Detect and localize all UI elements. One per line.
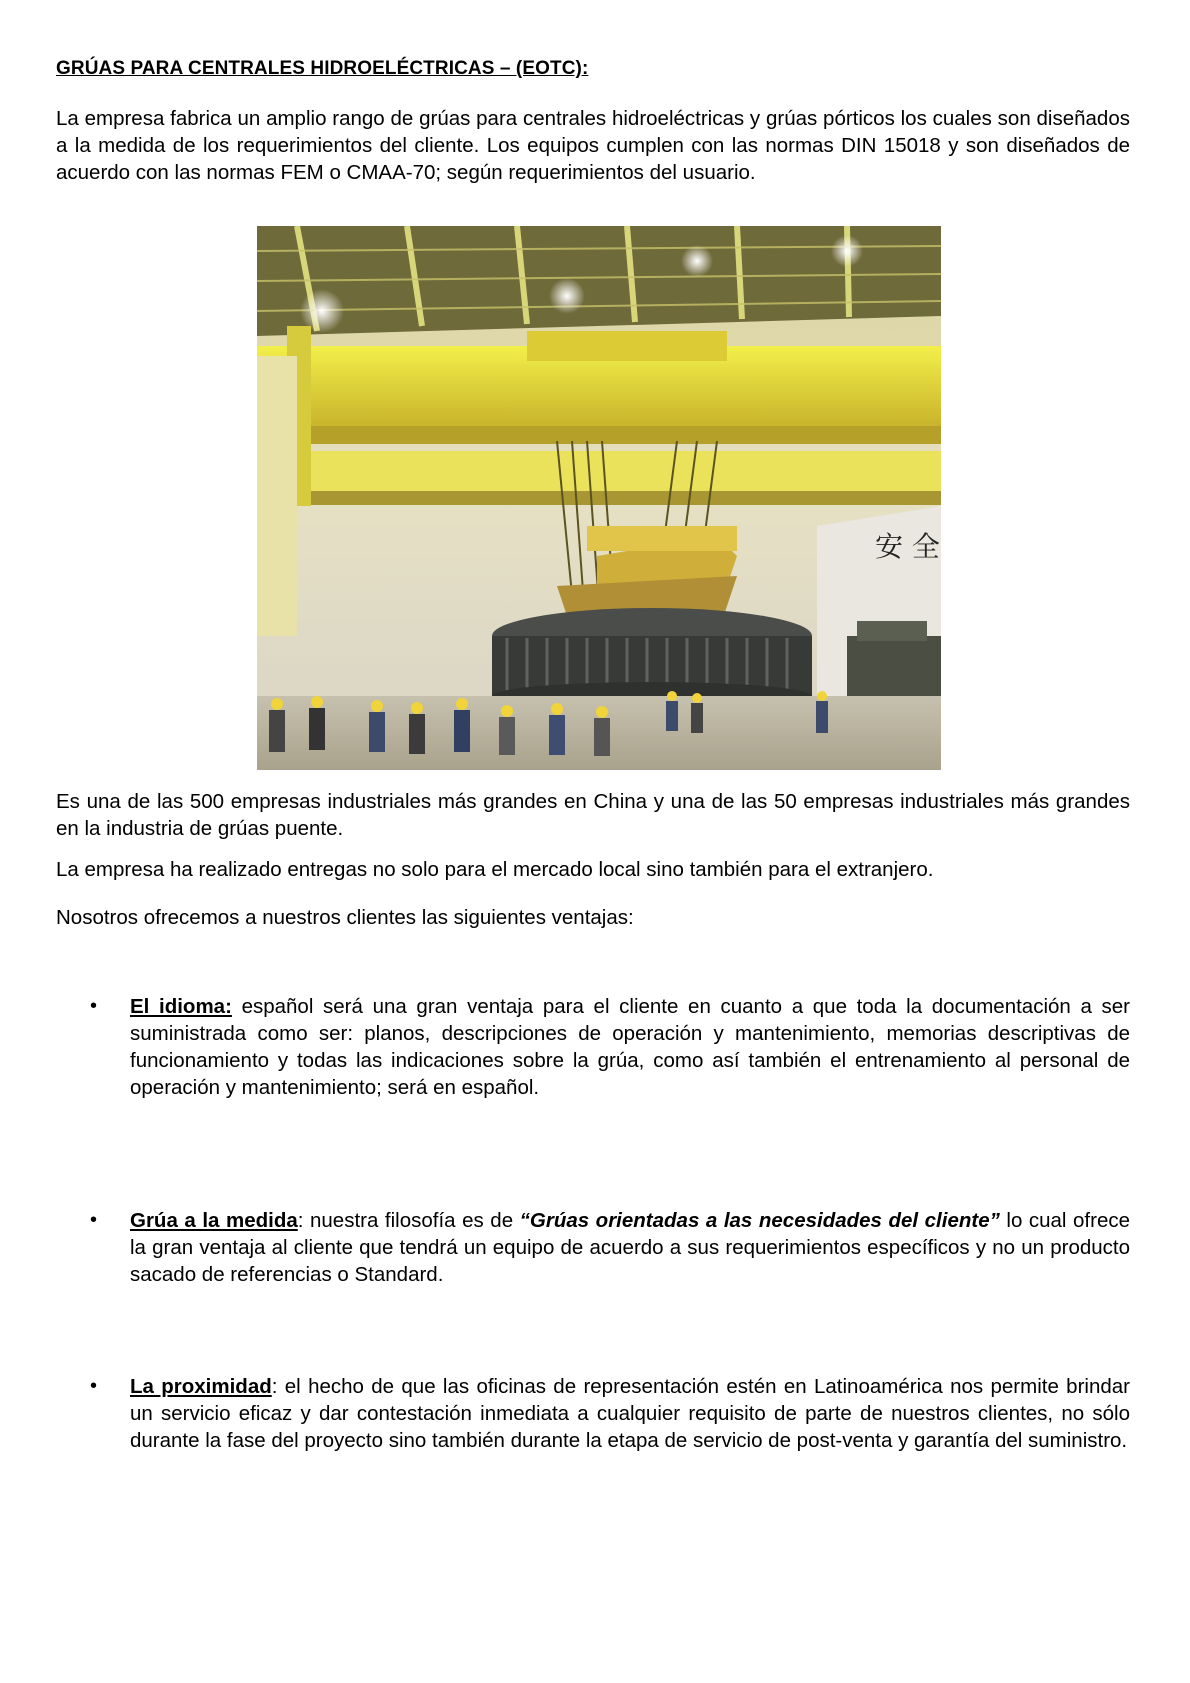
advantage-text: : el hecho de que las oficinas de representación estén en Latinoamérica nos permite brindar un servicio eficaz y dar contestación inmediata a cualquier requisito de parte de nuestros clientes, no sólo durante la fase del proyecto sino también durante la etapa de servicio de post-venta y garantía del suministro.	[130, 1375, 1130, 1452]
deliveries-paragraph: La empresa ha realizado entregas no solo para el mercado local sino también para el extranjero.	[56, 858, 934, 881]
page-title: GRÚAS PARA CENTRALES HIDROELÉCTRICAS – (EOTC):	[56, 58, 589, 79]
advantage-text: : nuestra filosofía es de	[297, 1209, 520, 1232]
list-item-text	[130, 993, 1130, 1101]
bullet-icon: •	[90, 995, 98, 1017]
advantage-term: Grúa a la medida	[130, 1209, 298, 1232]
bullet-icon: •	[90, 1209, 98, 1231]
advantage-text-cont: lo cual ofrece la gran ventaja al cliente que tendrá un equipo de acuerdo a sus requerimientos específicos y no un producto sacado de referencias o Standard.	[130, 1209, 1131, 1286]
advantage-text: español será una gran ventaja para el cliente en cuanto a que toda la documentación a ser suministrada como ser: planos, descripciones de operación y mantenimiento, memorias descriptivas de funcionamiento y todas las indicaciones sobre la grúa, como así también el entrenamiento al personal de operación y mantenimiento; será en español.	[130, 995, 1130, 1099]
list-item-text	[130, 1207, 1130, 1288]
crane-hall-photo	[257, 226, 941, 770]
ranking-paragraph: Es una de las 500 empresas industriales más grandes en China y una de las 50 empresas industriales más grandes en la industria de grúas puente.	[56, 790, 1130, 840]
sign-text: 安 全	[875, 530, 940, 563]
advantages-intro: Nosotros ofrecemos a nuestros clientes las siguientes ventajas:	[56, 906, 634, 929]
bullet-icon: •	[90, 1375, 98, 1397]
philosophy-quote: “Grúas orientadas a las necesidades del cliente”	[519, 1209, 1000, 1232]
intro-paragraph: La empresa fabrica un amplio rango de grúas para centrales hidroeléctricas y grúas pórticos los cuales son diseñados a la medida de los requerimientos del cliente. Los equipos cumplen con las normas DIN 15018 y son diseñados de acuerdo con las normas FEM o CMAA-70; según requerimientos del usuario.	[56, 107, 1130, 184]
list-item-text	[130, 1373, 1130, 1454]
advantage-term: El idioma:	[130, 995, 232, 1018]
advantage-term: La proximidad	[130, 1375, 272, 1398]
